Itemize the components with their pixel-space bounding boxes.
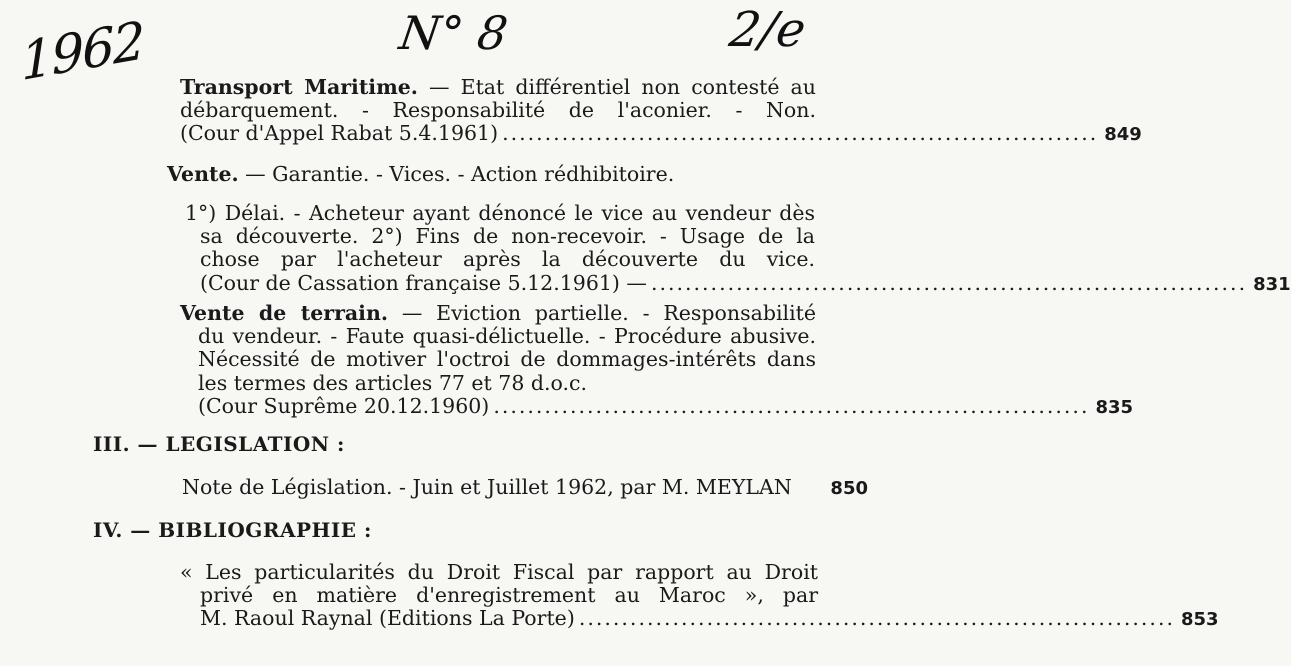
section-heading-legislation: III. — LEGISLATION :	[93, 432, 345, 456]
entry-line	[167, 163, 767, 186]
entry-text: — Etat différentiel non contesté au	[429, 75, 816, 99]
dot-leader: ......................................................................	[502, 121, 1099, 146]
section-heading-bibliographie: IV. — BIBLIOGRAPHIE :	[93, 518, 372, 542]
entry-text: Note de Législation. - Juin et Juillet 1962, par M. MEYLAN	[182, 475, 792, 499]
page-number: 853	[1180, 609, 1219, 631]
entry-title: Vente de terrain.	[180, 301, 388, 325]
page-number: 831	[1253, 273, 1291, 295]
entry-text: 1°) Délai. - Acheteur ayant dénoncé le vice au vendeur dès	[185, 201, 815, 225]
entry-text: privé en matière d'enregistrement au Maroc », par	[200, 583, 818, 608]
entry-line	[182, 476, 868, 500]
dot-leader: ......................................................................	[650, 270, 1248, 295]
entry-line	[180, 76, 816, 99]
handwritten-year: 1962	[19, 10, 145, 94]
entry-citation: M. Raoul Raynal (Editions La Porte)	[200, 606, 575, 631]
entry-line	[180, 302, 816, 325]
entry-title: Transport Maritime.	[180, 75, 418, 99]
entry-text: les termes des articles 77 et 78 d.o.c.	[198, 370, 588, 395]
entry-citation: (Cour Suprême 20.12.1960)	[198, 393, 490, 418]
entry-line	[180, 393, 1134, 419]
entry-line	[185, 248, 815, 271]
entry-text: — Garantie. - Vices. - Action rédhibitoire.	[245, 162, 675, 186]
entry-title: Vente.	[167, 162, 239, 186]
entry-citation: (Cour d'Appel Rabat 5.4.1961)	[180, 121, 499, 146]
entry-text: sa découverte. 2°) Fins de non-recevoir. - Usage de la	[200, 224, 815, 249]
entry-vente-terrain	[180, 301, 1134, 419]
page-number: 835	[1095, 396, 1134, 418]
entry-line	[180, 348, 816, 371]
handwritten-corner-note: 2/e	[726, 2, 810, 58]
entry-text: du vendeur. - Faute quasi-délictuelle. - Procédure abusive.	[198, 324, 816, 349]
handwritten-number: N° 8	[396, 6, 511, 60]
entry-line	[180, 325, 816, 348]
entry-line	[185, 225, 815, 248]
page-number: 849	[1104, 124, 1142, 146]
entry-text: Nécessité de motiver l'octroi de dommages-intérêts dans	[198, 347, 816, 372]
entry-text: chose par l'acheteur après la découverte du vice.	[200, 247, 815, 272]
entry-text: — Eviction partielle. - Responsabilité	[401, 301, 817, 325]
entry-line	[180, 121, 1142, 146]
entry-citation: (Cour de Cassation française 5.12.1961) —	[200, 270, 647, 295]
entry-transport-maritime	[180, 75, 1142, 147]
entry-line	[180, 372, 868, 395]
dot-leader: ......................................................................	[578, 606, 1175, 631]
entry-bibliographie	[180, 560, 1219, 632]
entry-line	[185, 270, 1291, 296]
entry-line	[180, 606, 1219, 631]
entry-line	[180, 584, 818, 607]
page-number: 850	[830, 478, 868, 499]
entry-vente	[167, 163, 767, 186]
entry-legislation	[182, 476, 868, 500]
entry-vente-details	[185, 201, 1291, 296]
entry-text: débarquement. - Responsabilité de l'aconier. - Non.	[180, 98, 816, 123]
entry-line	[180, 561, 818, 584]
entry-line	[180, 99, 816, 122]
entry-text: « Les particularités du Droit Fiscal par rapport au Droit	[180, 560, 818, 584]
dot-leader: ......................................................................	[493, 393, 1090, 418]
entry-line	[185, 202, 815, 225]
